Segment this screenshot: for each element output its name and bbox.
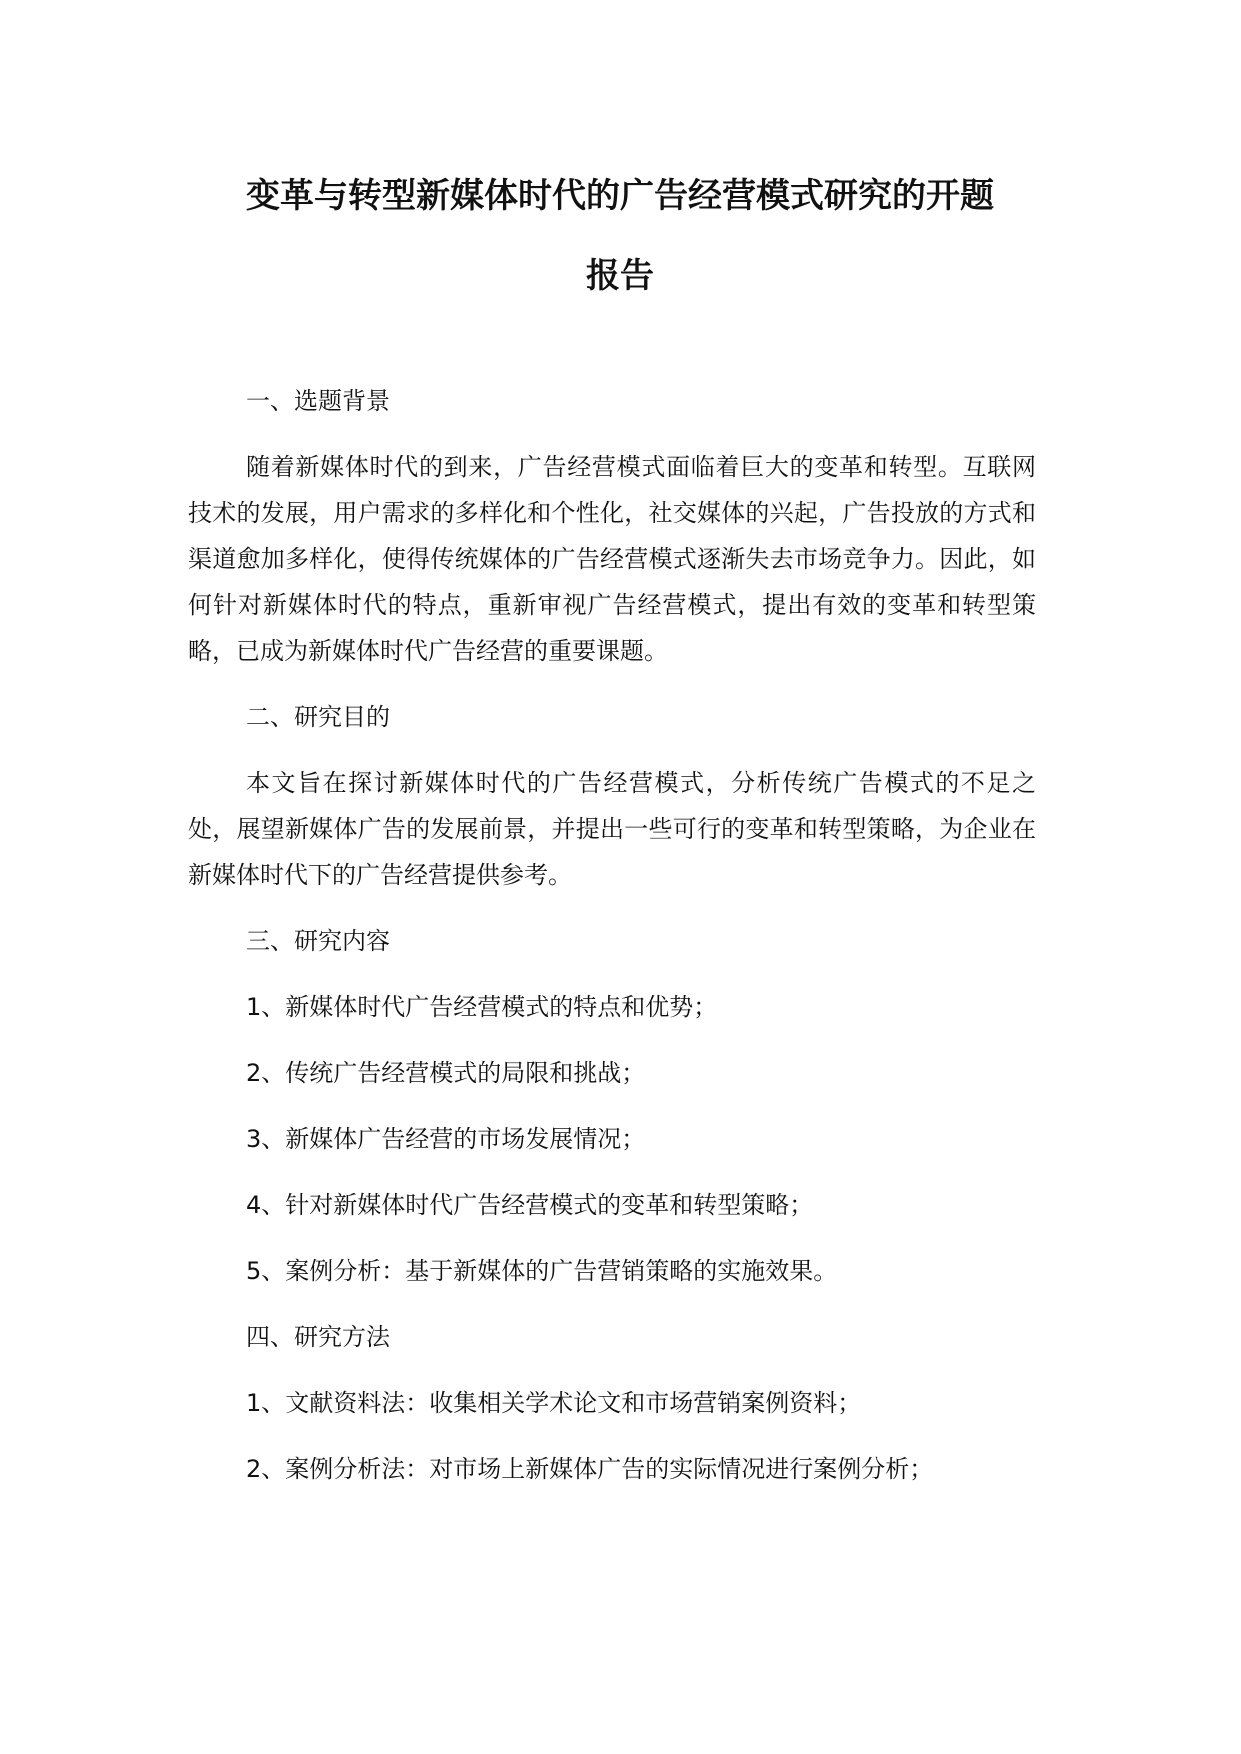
list-item: 1、新媒体时代广告经营模式的特点和优势； (246, 993, 718, 1021)
list-item: 2、传统广告经营模式的局限和挑战； (246, 1059, 646, 1087)
section-heading-purpose: 二、研究目的 (246, 703, 390, 731)
section-paragraph-purpose: 本文旨在探讨新媒体时代的广告经营模式，分析传统广告模式的不足之处，展望新媒体广告的发展前景，并提出一些可行的变革和转型策略，为企业在新媒体时代下的广告经营提供参考。 (188, 769, 1036, 889)
document-title (180, 176, 1060, 296)
section-heading-methods: 四、研究方法 (246, 1323, 390, 1351)
title-line-1: 变革与转型新媒体时代的广告经营模式研究的开题 (246, 176, 994, 216)
list-item: 2、案例分析法：对市场上新媒体广告的实际情况进行案例分析； (246, 1455, 934, 1483)
list-item: 4、针对新媒体时代广告经营模式的变革和转型策略； (246, 1191, 814, 1219)
section-heading-background: 一、选题背景 (246, 387, 390, 415)
list-item: 1、文献资料法：收集相关学术论文和市场营销案例资料； (246, 1389, 862, 1417)
section-heading-content: 三、研究内容 (246, 927, 390, 955)
title-line-2: 报告 (586, 256, 654, 296)
list-item: 3、新媒体广告经营的市场发展情况； (246, 1125, 646, 1153)
list-item: 5、案例分析：基于新媒体的广告营销策略的实施效果。 (246, 1257, 838, 1285)
section-paragraph-background: 随着新媒体时代的到来，广告经营模式面临着巨大的变革和转型。互联网技术的发展，用户需求的多样化和个性化，社交媒体的兴起，广告投放的方式和渠道愈加多样化，使得传统媒体的广告经营模式逐渐失去市场竞争力。因此，如何针对新媒体时代的特点，重新审视广告经营模式，提出有效的变革和转型策略，已成为新媒体时代广告经营的重要课题。 (188, 453, 1036, 665)
document-body (188, 378, 1036, 1512)
